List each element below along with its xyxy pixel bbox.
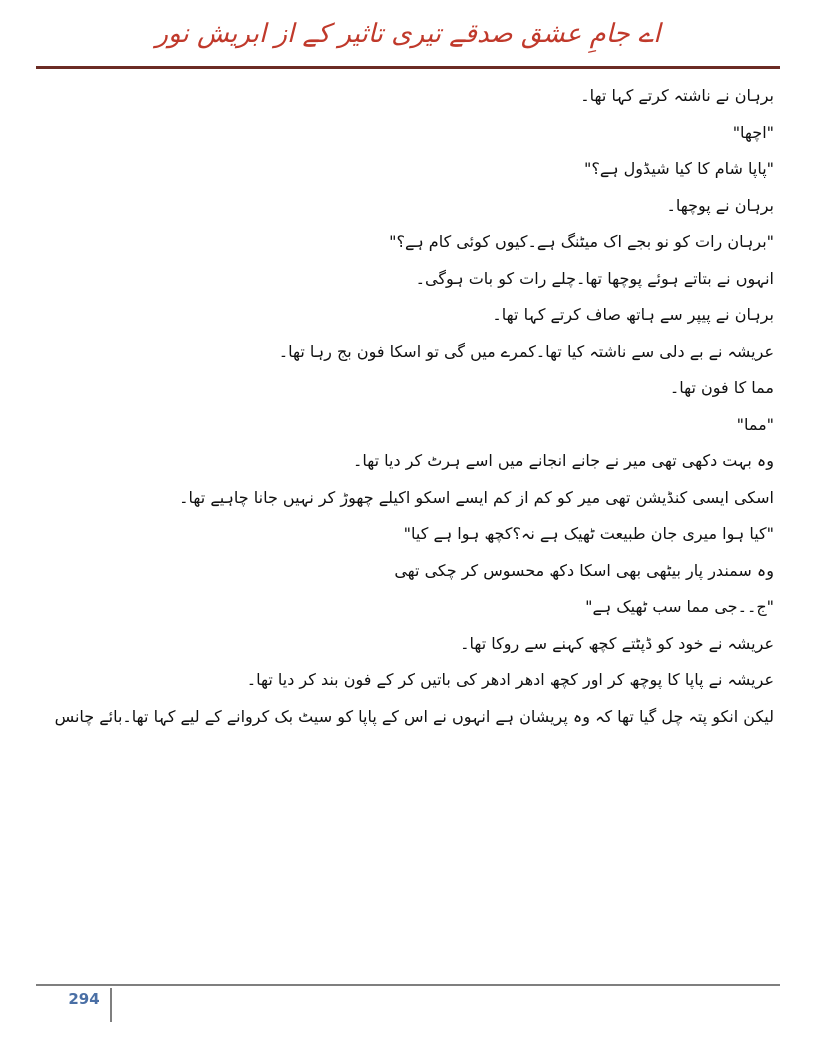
paragraph: وہ بہت دکھی تھی میر نے جانے انجانے میں اسے ہرٹ کر دیا تھا۔ [353, 451, 774, 470]
paragraph: "برہان رات کو نو بجے اک میٹنگ ہے۔کیوں کوئی کام ہے؟" [389, 232, 774, 251]
page-header-title: اے جامِ عشق صدقے تیری تاثیر کے از ابریش نور [155, 19, 661, 49]
paragraph: "ج۔۔جی مما سب ٹھیک ہے" [585, 597, 774, 616]
paragraph: برہان نے پیپر سے ہاتھ صاف کرتے کہا تھا۔ [492, 305, 774, 324]
paragraph: برہان نے ناشتہ کرتے کہا تھا۔ [580, 86, 774, 105]
paragraph: برہان نے پوچھا۔ [666, 195, 774, 215]
header-divider [36, 66, 780, 69]
paragraph: لیکن انکو پتہ چل گیا تھا کہ وہ پریشان ہے انہوں نے اس کے پاپا کو سیٹ بک کروانے کے لیے کہا تھا۔بائے چانس [54, 706, 774, 726]
paragraph: "کیا ہوا میری جان طبیعت ٹھیک ہے نہ؟کچھ ہوا ہے کیا" [403, 524, 774, 543]
page-number: 294 [68, 990, 100, 1008]
paragraph: مما کا فون تھا۔ [669, 378, 774, 397]
paragraph: وہ سمندر پار بیٹھی بھی اسکا دکھ محسوس کر چکی تھی [394, 560, 774, 580]
footer-separator [110, 988, 112, 1022]
paragraph: انہوں نے بتاتے ہوئے پوچھا تھا۔چلے رات کو بات ہوگی۔ [415, 268, 774, 288]
paragraph: "مما" [736, 414, 774, 434]
paragraph: عریشہ نے بے دلی سے ناشتہ کیا تھا۔کمرے میں گی تو اسکا فون بج رہا تھا۔ [278, 341, 774, 361]
paragraph: عریشہ نے پاپا کا پوچھ کر اور کچھ ادھر ادھر کی باتیں کر کے فون بند کر دیا تھا۔ [246, 670, 774, 689]
paragraph: "اچھا" [732, 122, 774, 142]
paragraph: "پاپا شام کا کیا شیڈول ہے؟" [583, 159, 774, 178]
footer-divider [36, 984, 780, 986]
page-body [30, 78, 774, 735]
paragraph: اسکی ایسی کنڈیشن تھی میر کو کم از کم ایسے اسکو اکیلے چھوڑ کر نہیں جانا چاہیے تھا۔ [179, 487, 774, 507]
paragraph: عریشہ نے خود کو ڈپٹتے کچھ کہنے سے روکا تھا۔ [460, 633, 774, 653]
